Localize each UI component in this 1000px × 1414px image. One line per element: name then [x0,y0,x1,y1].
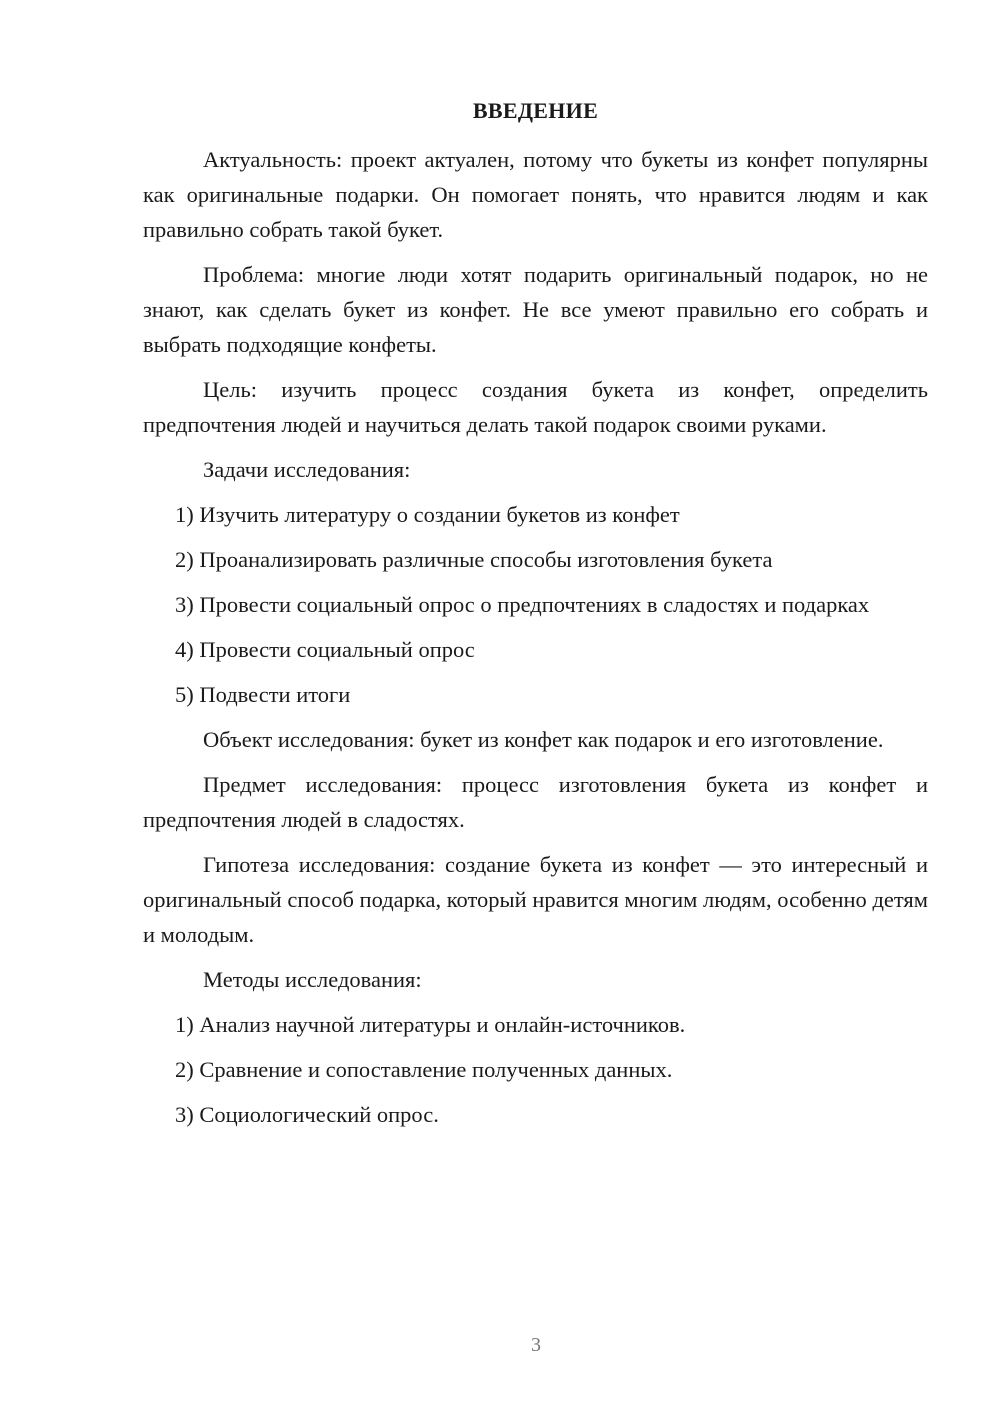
method-item: 3) Социологический опрос. [175,1102,439,1127]
object-paragraph: Объект исследования: букет из конфет как подарок и его изготовление. [203,727,884,752]
tasks-heading: Задачи исследования: [203,457,411,482]
task-item: 3) Провести социальный опрос о предпочтениях в сладостях и подарках [175,592,870,617]
method-item: 2) Сравнение и сопоставление полученных данных. [175,1057,673,1082]
page-number: 3 [531,1334,541,1356]
task-item: 4) Провести социальный опрос [175,637,475,662]
task-item: 1) Изучить литературу о создании букетов из конфет [175,502,680,527]
subject-paragraph: Предмет исследования: процесс изготовления букета из конфет и предпочтения людей в сладостях. [143,772,928,832]
hypothesis-paragraph: Гипотеза исследования: создание букета из конфет — это интересный и оригинальный способ подарка, который нравится многим людям, особенно детям и молодым. [143,852,928,947]
task-item: 5) Подвести итоги [175,682,351,707]
method-item: 1) Анализ научной литературы и онлайн-источников. [175,1012,686,1037]
goal-paragraph: Цель: изучить процесс создания букета из конфет, определить предпочтения людей и научиться делать такой подарок своими руками. [143,377,928,437]
task-item: 2) Проанализировать различные способы изготовления букета [175,547,773,572]
section-title: ВВЕДЕНИЕ [472,98,599,123]
page-body [143,142,928,1142]
problem-paragraph: Проблема: многие люди хотят подарить оригинальный подарок, но не знают, как сделать букет из конфет. Не все умеют правильно его собрать и выбрать подходящие конфеты. [143,262,928,357]
relevance-paragraph: Актуальность: проект актуален, потому что букеты из конфет популярны как оригинальные подарки. Он помогает понять, что нравится людям и как правильно собрать такой букет. [143,147,928,242]
methods-heading: Методы исследования: [203,967,422,992]
